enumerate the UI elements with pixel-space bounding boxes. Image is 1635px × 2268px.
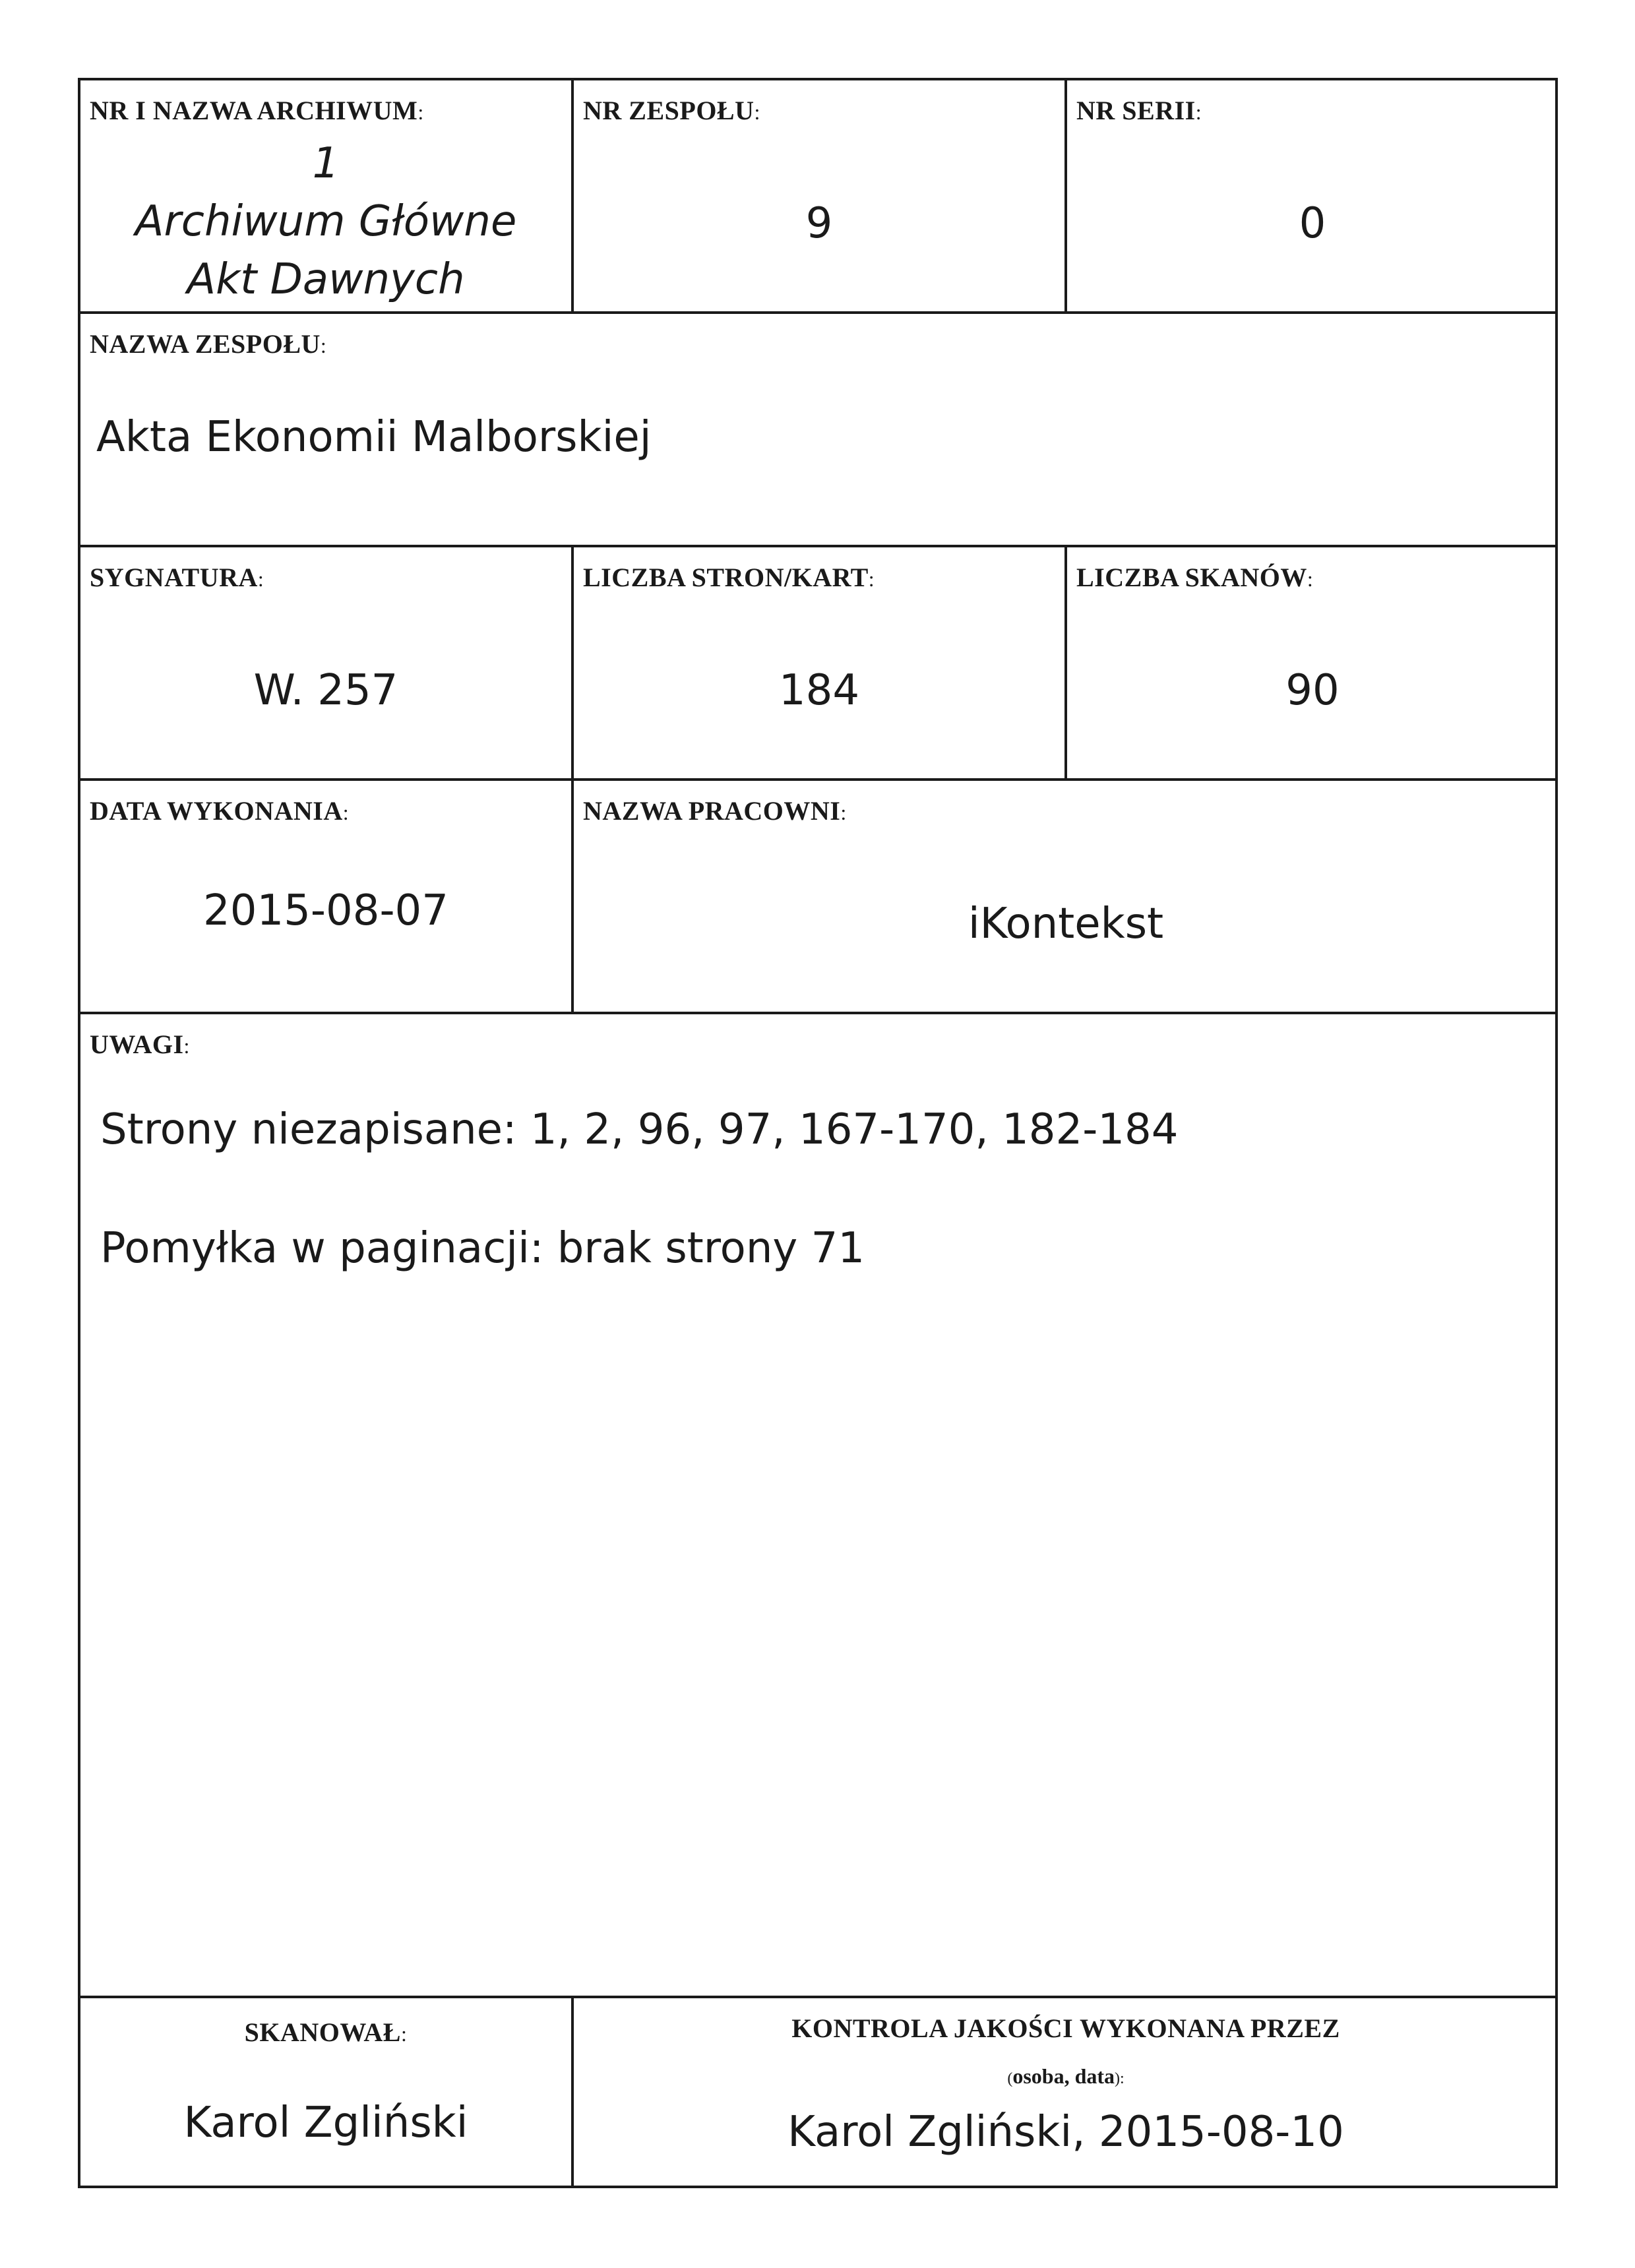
fonds-name-value: Akta Ekonomii Malborskiej xyxy=(96,413,652,462)
series-cell xyxy=(1067,80,1558,311)
pages-cell xyxy=(574,547,1064,778)
fonds-number-value: 9 xyxy=(805,199,833,248)
pages-label: LICZBA STRON/KART: xyxy=(583,563,875,592)
signature-cell xyxy=(80,547,571,778)
quality-control-value: Karol Zgliński, 2015-08-10 xyxy=(787,2108,1344,2157)
date-cell xyxy=(80,781,571,1012)
date-label: DATA WYKONANIA: xyxy=(90,796,350,826)
archive-number: 1 xyxy=(312,139,340,188)
metadata-form xyxy=(78,78,1558,2188)
archive-name-line2: Akt Dawnych xyxy=(187,255,465,304)
workshop-label: NAZWA PRACOWNI: xyxy=(583,796,847,826)
workshop-cell xyxy=(574,781,1558,1012)
pages-value: 184 xyxy=(778,666,860,715)
notes-line-1: Strony niezapisane: 1, 2, 96, 97, 167-170, 182-184 xyxy=(100,1105,1179,1154)
quality-control-label: KONTROLA JAKOŚCI WYKONANA PRZEZ xyxy=(791,2013,1340,2043)
archive-name-line1: Archiwum Główne xyxy=(135,197,517,246)
quality-control-cell xyxy=(574,1998,1558,2188)
scans-value: 90 xyxy=(1285,666,1340,715)
notes-cell xyxy=(80,1014,1558,1996)
archive-cell xyxy=(80,80,571,311)
workshop-value: iKontekst xyxy=(968,900,1164,948)
series-label: NR SERII: xyxy=(1076,96,1202,125)
fonds-name-label: NAZWA ZESPOŁU: xyxy=(90,329,327,359)
scanned-by-label: SKANOWAŁ: xyxy=(244,2017,408,2047)
fonds-number-label: NR ZESPOŁU: xyxy=(583,96,760,125)
notes-label: UWAGI: xyxy=(90,1029,190,1059)
date-value: 2015-08-07 xyxy=(203,886,448,935)
fonds-number-cell xyxy=(574,80,1064,311)
signature-label: SYGNATURA: xyxy=(90,563,264,592)
series-value: 0 xyxy=(1299,199,1326,248)
signature-value: W. 257 xyxy=(253,666,398,715)
scanned-by-cell xyxy=(80,1998,571,2188)
notes-line-2: Pomyłka w paginacji: brak strony 71 xyxy=(100,1224,865,1273)
fonds-name-cell xyxy=(80,314,1558,545)
quality-control-sublabel: (osoba, data): xyxy=(1007,2064,1125,2088)
scans-cell xyxy=(1067,547,1558,778)
scans-label: LICZBA SKANÓW: xyxy=(1076,563,1314,592)
scanned-by-value: Karol Zgliński xyxy=(183,2099,468,2147)
archive-label: NR I NAZWA ARCHIWUM: xyxy=(90,96,424,125)
